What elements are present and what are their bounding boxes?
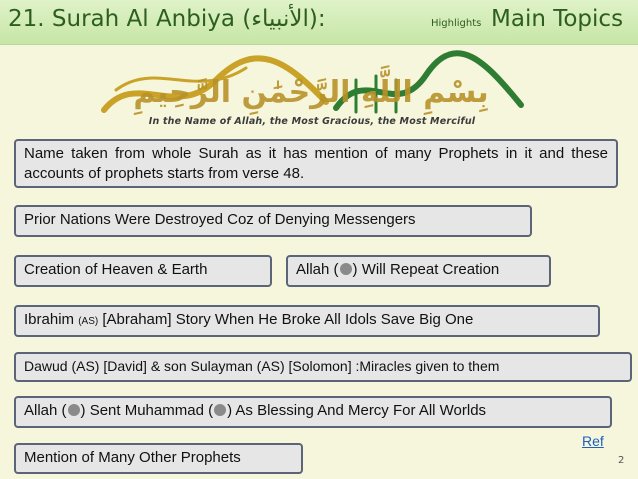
slide-header bbox=[0, 0, 638, 45]
topic-creation-text: Creation of Heaven & Earth bbox=[24, 261, 208, 278]
topic-dawud bbox=[14, 352, 632, 382]
topic-repeat-text-a: Allah ( bbox=[296, 261, 339, 278]
topic-name-origin bbox=[14, 139, 618, 188]
highlights-label: Highlights bbox=[431, 18, 482, 29]
topic-repeat-text-b: ) Will Repeat Creation bbox=[352, 261, 500, 278]
topic-ibrahim-text-a: Ibrahim bbox=[24, 311, 79, 328]
topic-muhammad bbox=[14, 396, 612, 428]
topic-repeat-creation bbox=[286, 255, 551, 287]
honorific-glyph-icon bbox=[68, 404, 80, 416]
topic-muhammad-text-b: ) Sent Muhammad ( bbox=[80, 402, 214, 419]
basmala-caption-part-1: In the Name of Allah, bbox=[148, 116, 267, 127]
basmala-arabic-text: بِسْمِ اللَّهِ الرَّحْمَٰنِ الرَّحِيمِ bbox=[133, 75, 489, 110]
topic-many-prophets bbox=[14, 443, 303, 474]
topic-muhammad-text-a: Allah ( bbox=[24, 402, 67, 419]
topic-ibrahim bbox=[14, 305, 600, 337]
topic-ibrahim-as: (AS) bbox=[78, 316, 99, 327]
ref-link[interactable]: Ref bbox=[582, 433, 604, 449]
page-number: 2 bbox=[618, 455, 625, 466]
topic-name-origin-text: Name taken from whole Surah as it has mention of many Prophets in it and these accounts of prophets starts from verse 48. bbox=[24, 145, 608, 182]
basmala-caption bbox=[102, 116, 522, 127]
basmala-caption-part-2: the Most Gracious, the Most Merciful bbox=[266, 116, 476, 127]
topic-dawud-text: Dawud (AS) [David] & son Sulayman (AS) [Solomon] :Miracles given to them bbox=[24, 358, 500, 374]
topic-creation bbox=[14, 255, 272, 287]
topic-prior-nations bbox=[14, 205, 532, 237]
topic-prior-nations-text: Prior Nations Were Destroyed Coz of Denying Messengers bbox=[24, 211, 416, 228]
slide-title: 21. Surah Al Anbiya (الأنبياء): bbox=[8, 6, 326, 32]
salawat-glyph-icon bbox=[214, 404, 226, 416]
topic-many-prophets-text: Mention of Many Other Prophets bbox=[24, 449, 241, 466]
topic-muhammad-text-c: ) As Blessing And Mercy For All Worlds bbox=[227, 402, 487, 419]
honorific-glyph-icon bbox=[340, 263, 352, 275]
topic-ibrahim-text-b: [Abraham] Story When He Broke All Idols Save Big One bbox=[98, 311, 474, 328]
main-topics-label: Main Topics bbox=[491, 6, 624, 32]
